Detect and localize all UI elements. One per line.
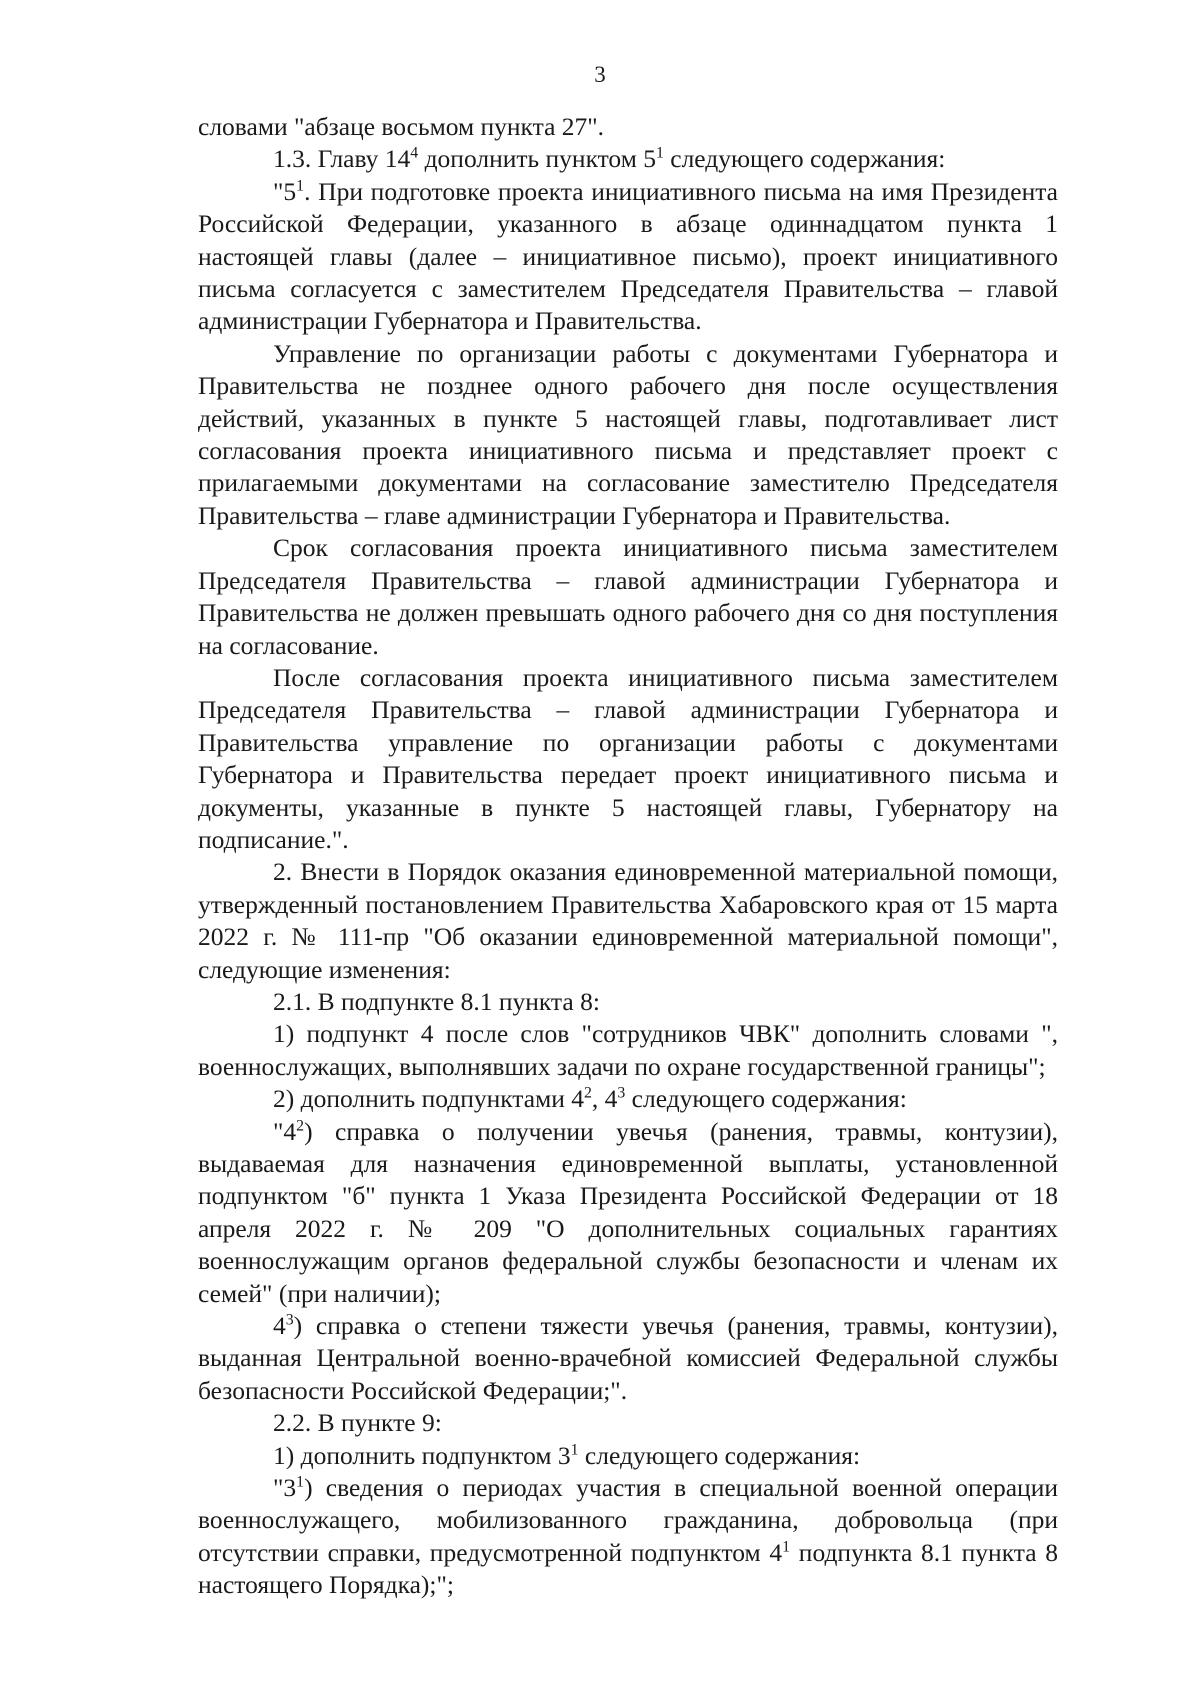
paragraph bbox=[198, 856, 1058, 986]
paragraph bbox=[198, 1116, 1058, 1310]
superscript: 1 bbox=[782, 1538, 791, 1556]
superscript: 1 bbox=[296, 1473, 305, 1491]
paragraph bbox=[198, 1472, 1058, 1602]
paragraph bbox=[198, 176, 1058, 338]
paragraph bbox=[198, 1440, 1058, 1472]
text-run: Срок согласования проекта инициативного письма заместителем Председателя Правительства – главой администрации Губернатора и Правительства не должен превышать одного рабочего дня со дня поступления на согласование. bbox=[198, 533, 1058, 660]
text-run: ) справка о степени тяжести увечья (ранения, травмы, контузии), выданная Центральной военно-врачебной комиссией Федеральной службы безопасности Российской Федерации;". bbox=[198, 1311, 1058, 1405]
text-run: 1) подпункт 4 после слов "сотрудников ЧВК" дополнить словами ", военнослужащих, выполнявших задачи по охране государственной границы"; bbox=[198, 1019, 1058, 1081]
superscript: 3 bbox=[617, 1084, 626, 1102]
text-run: 2.1. В подпункте 8.1 пункта 8: bbox=[273, 986, 600, 1016]
text-run: "3 bbox=[273, 1473, 297, 1503]
paragraph bbox=[198, 1018, 1058, 1083]
text-run: 2. Внести в Порядок оказания единовременной материальной помощи, утвержденный постановлением Правительства Хабаровского края от 15 марта 2022 г. № 111-пр "Об оказании единовременной материальной помощи", следующие изменения: bbox=[198, 857, 1058, 984]
text-run: 2.2. В пункте 9: bbox=[273, 1408, 442, 1438]
page-number: 3 bbox=[594, 62, 606, 87]
text-run: дополнить пунктом 5 bbox=[418, 144, 656, 174]
text-run: . При подготовке проекта инициативного письма на имя Президента Российской Федерации, указанного в абзаце одиннадцатом пункта 1 настоящей главы (далее – инициативное письмо), проект инициативного письма согласуется с заместителем Председателя Правительства – главой администрации Губернатора и Правительства. bbox=[198, 176, 1058, 336]
text-run: После согласования проекта инициативного письма заместителем Председателя Правительства – главой администрации Губернатора и Правительства управление по организации работы с документами Губернатора и Правительства передает проект инициативного письма и документы, указанные в пункте 5 настоящей главы, Губернатору на подписание.". bbox=[198, 662, 1058, 854]
document-body bbox=[198, 111, 1058, 1602]
paragraph bbox=[198, 532, 1058, 662]
text-run: "4 bbox=[273, 1116, 297, 1146]
superscript: 2 bbox=[296, 1117, 305, 1135]
paragraph bbox=[198, 662, 1058, 856]
text-run: Управление по организации работы с документами Губернатора и Правительства не позднее одного рабочего дня после осуществления действий, указанных в пункте 5 настоящей главы, подготавливает лист согласования проекта инициативного письма и представляет проект с прилагаемыми документами на согласование заместителю Председателя Правительства – главе администрации Губернатора и Правительства. bbox=[198, 338, 1058, 530]
paragraph bbox=[198, 143, 1058, 175]
text-run: словами "абзаце восьмом пункта 27". bbox=[198, 112, 605, 141]
text-run: ) сведения о периодах участия в специальной военной операции военнослужащего, мобилизованного гражданина, добровольца (при отсутствии справки, предусмотренной подпунктом 4 bbox=[198, 1473, 1058, 1567]
paragraph bbox=[198, 111, 1058, 143]
paragraph bbox=[198, 1407, 1058, 1439]
paragraph bbox=[198, 1083, 1058, 1115]
text-run: 1.3. Главу 14 bbox=[273, 144, 411, 174]
text-run: следующего содержания: bbox=[578, 1440, 861, 1470]
text-run: подпункта 8.1 пункта 8 настоящего Порядка);"; bbox=[198, 1537, 1058, 1600]
text-run: "5 bbox=[273, 176, 297, 206]
superscript: 1 bbox=[655, 144, 664, 162]
superscript: 1 bbox=[296, 177, 305, 195]
superscript: 2 bbox=[583, 1084, 592, 1102]
text-run: , 4 bbox=[591, 1084, 618, 1114]
superscript: 4 bbox=[410, 144, 419, 162]
text-run: следующего содержания: bbox=[663, 144, 946, 174]
text-run: 4 bbox=[273, 1311, 286, 1341]
paragraph bbox=[198, 986, 1058, 1018]
text-run: 1) дополнить подпунктом 3 bbox=[273, 1440, 571, 1470]
text-run: 2) дополнить подпунктами 4 bbox=[273, 1084, 584, 1114]
text-run: следующего содержания: bbox=[625, 1084, 907, 1114]
paragraph bbox=[198, 338, 1058, 532]
superscript: 1 bbox=[570, 1441, 579, 1459]
superscript: 3 bbox=[285, 1311, 294, 1329]
text-run: ) справка о получении увечья (ранения, травмы, контузии), выдаваемая для назначения единовременной выплаты, установленной подпунктом "б" пункта 1 Указа Президента Российской Федерации от 18 апреля 2022 г. № 209 "О дополнительных социальных гарантиях военнослужащим органов федеральной службы безопасности и членам их семей" (при наличии); bbox=[198, 1116, 1058, 1308]
paragraph bbox=[198, 1310, 1058, 1407]
